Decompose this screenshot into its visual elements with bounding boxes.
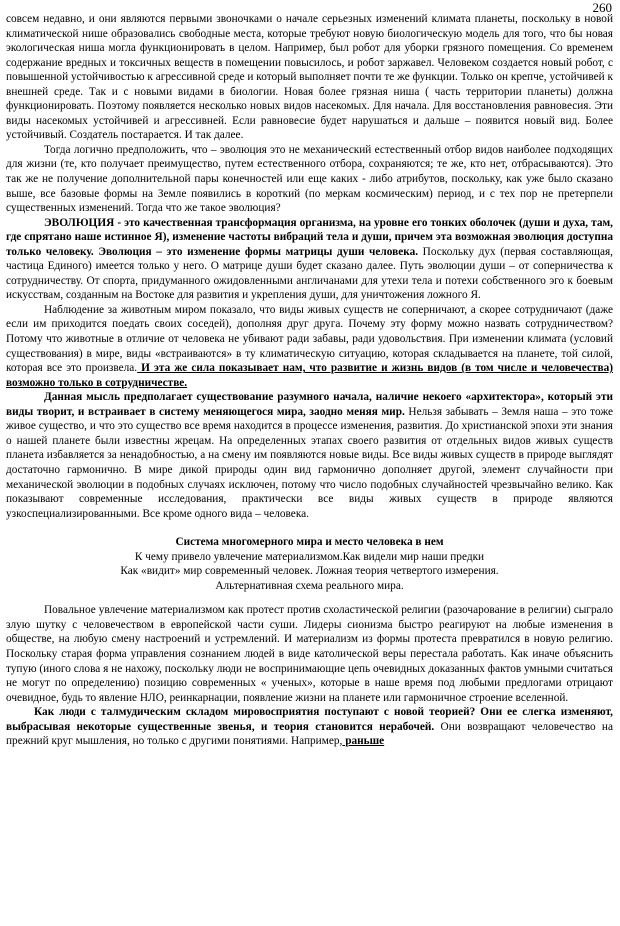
talmudic-question: Как люди с талмудическим складом мировосприятия поступают с новой теорией? Они ее слегка изменяют, выбрасывая некоторые существенные звенья, и теория становится нерабочей. [6, 706, 613, 733]
paragraph-4 [6, 303, 613, 390]
paragraph-3 [6, 216, 613, 303]
paragraph-4-text: Наблюдение за животным миром показало, что виды живых существ не соперничают, а скорее сотрудничают (даже если им приходится поедать своих соседей), дополняя друг друга. Почему эту форму можно назвать сотрудничеством? Потому что животные в отличие от человека не убивают ради забавы, ради удовольствия. При изменении климата (условий существования) в мире, виды «встраиваются» в ту климатическую ситуацию, которая складывается на планете, той силой, которая все это произвела. [6, 303, 613, 375]
paragraph-5 [6, 390, 613, 521]
evolution-definition: ЭВОЛЮЦИЯ - это качественная трансформация организма, на уровне его тонких оболочек (души и духа, там, где спрятано наше истинное Я), изменение частоты вибраций тела и души, причем эта возможная эволюция доступна только человеку. Эволюция – это изменение формы матрицы души человека. [6, 216, 613, 258]
spacer [6, 521, 613, 535]
paragraph-1: совсем недавно, и они являются первыми звоночками о начале серьезных изменений климата планеты, поскольку в новой климатической нише образовались свободные места, которые требуют новую биологическую модель для того, что бы новая экологическая ниша могла функционировать в целом. Например, был робот для уборки грязного помещения. Со временем содержание вредных и токсичных веществ в помещении повысилось, и робот заржавел. Человеком создается новый робот, с повышенной устойчивостью к агрессивной среде и который выполняет почти те же функции. Только он крепче, устойчивей к внешней среде. Так и с новыми видами в биологии. Новая более грязная ниша ( часть территории планеты) должна функционировать. Поэтому появляется несколько новых видов насекомых. Для начала. Для восстановления равновесия. Эти виды насекомых устойчивей и агрессивней. Если равновесие будет нарушаться и дальше – появится новый вид. Более устойчивый. Создатель постарается. И так далее. [6, 13, 613, 142]
paragraph-2: Тогда логично предположить, что – эволюция это не механический естественный отбор видов наиболее подходящих для жизни (те, кто получает преимущество, путем естественного отбора, сохраняются; те же, кто нет, отбрасываются). Это так же не получение дополнительной пары конечностей или еще каких - либо атрибутов, поскольку, как уже было сказано выше, все базовые формы на Земле появились в короткий (по меркам космическим) период, и с тех пор не претерпели существенных изменений. Тогда что же такое эволюция? [6, 143, 613, 215]
section-title: Система многомерного мира и место человека в нем [175, 536, 444, 549]
section-subtitle-2: Как «видит» мир современный человек. Ложная теория четвертого измерения. [120, 565, 499, 578]
paragraph-7-tail: раньше [342, 735, 385, 748]
page-number: 260 [592, 0, 612, 15]
paragraph-7-text: Они возвращают человечество на прежний круг мышления, но только с другими понятиями. Например, [6, 720, 613, 748]
cooperation-statement: И эта же сила показывает нам, что развитие и жизнь видов (в том числе и человечества) возможно только в сотрудничестве. [6, 362, 613, 389]
architect-statement: Данная мысль предполагает существование разумного начала, наличие некоего «архитектора», который эти виды творит, и встраивает в систему меняющегося мира, заодно меняя мир. [6, 391, 613, 418]
paragraph-5-text: Нельзя забывать – Земля наша – это тоже живое существо, и что это существо все время находится в процессе изменения, развития. До христианской эпохи эти знания о нашей планете были известны жрецам. На определенных этапах своего развития от отдельных видов живых существ планета избавляется за ненадобностью, а на смену им появляются новые виды. Все виды живых существ в природе выглядят достаточно гармонично. В мире дикой природы один вид гармонично дополняет другой, элемент случайности при механической эволюции в подобных случаях исключен, потому что число подобных случайностей чрезвычайно велико. Как показывают современные исследования, практически все виды живых существ в природе являются узкоспециализированными. Все кроме одного вида – человека. [6, 405, 613, 520]
document-body [6, 0, 613, 749]
paragraph-6: Повальное увлечение материализмом как протест против схоластической религии (разочарование в религии) сыграло злую шутку с человечеством в европейской части суши. Лидеры сионизма быстро реагируют на любые изменения в обществе, на любую смену настроений и устремлений. И материализм из формы протеста превратился в новую религию. Поскольку старая форма управления сознанием людей в виде католической веры перестала работать. Как иначе объяснить тупую (иного слова я не нахожу, поскольку люди не воспринимающие цепь очевидных доказанных фактов умными считаться не могут по определению) позицию современных « ученых», которые в наше время под любыми предлогами отрицают очевидное, будь то явление НЛО, реинкарнации, появление жизни на планете или гармоничное строение вселенной. [6, 604, 613, 704]
section-subtitle-3: Альтернативная схема реального мира. [215, 579, 404, 592]
section-subtitle-1: К чему привело увлечение материализмом.Как видели мир наши предки [134, 550, 485, 563]
paragraph-3-text: Поскольку дух (первая составляющая, частица Единого) имеется только у него. О матрице души будет сказано далее. Путь эволюции души – от соперничества к сотрудничеству. От спорта, придуманного ожидовленными англичанами для утехи тела и потехи собственного эго к боевым искусствам, созданным на Востоке для развития и укрепления души, для уничтожения ложного Я. [6, 245, 613, 302]
spacer [6, 593, 613, 603]
paragraph-7 [6, 705, 613, 749]
